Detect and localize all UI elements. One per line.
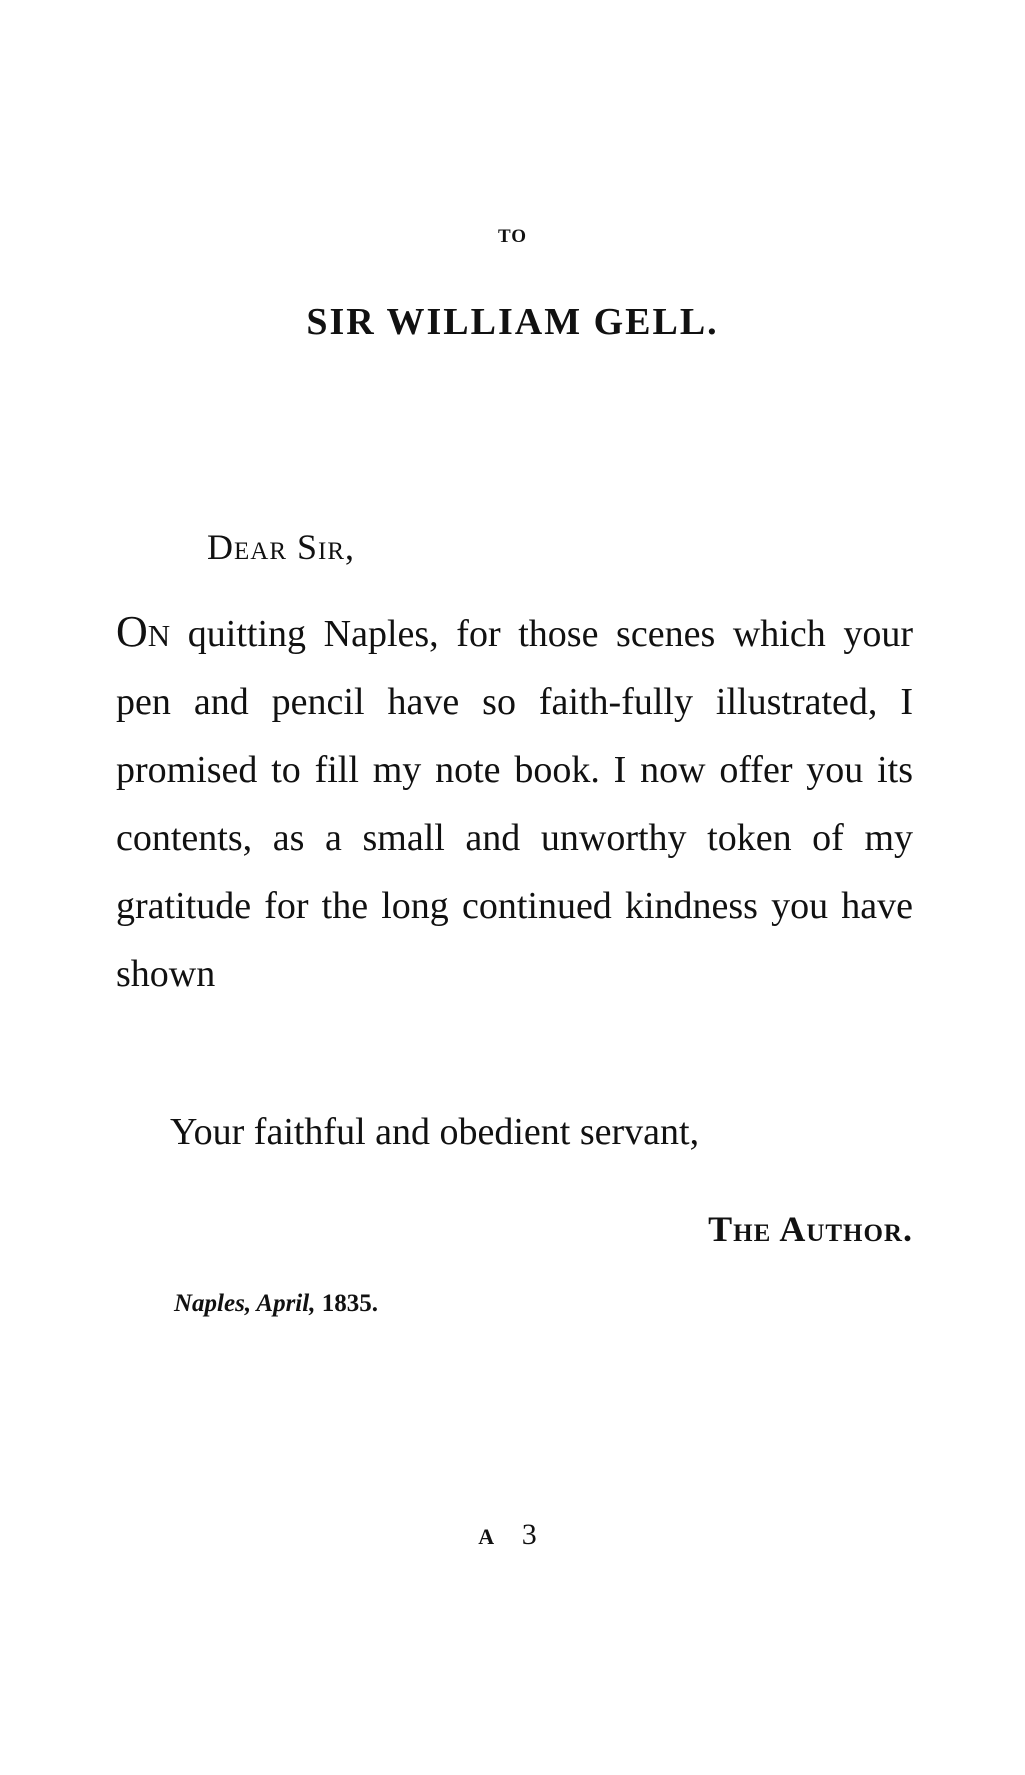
- signature-number: 3: [521, 1518, 547, 1551]
- signature-letter: A: [478, 1524, 505, 1549]
- letter-body-text: quitting Naples, for those scenes which your pen and pencil have so faith-fully illustrated, I promised to fill my note book. I now offer you its contents, as a small and unworthy token of my gratitude for the long continued kindness you have shown: [116, 613, 913, 995]
- letter-lead-word: On: [116, 607, 171, 656]
- dateline-year: 1835.: [321, 1290, 378, 1317]
- dedication-to: TO: [497, 226, 528, 247]
- printer-signature-mark: [0, 1518, 1025, 1552]
- letter-salutation: Dear Sir,: [207, 527, 356, 567]
- letter-body: [116, 598, 913, 1008]
- letter-closing: Your faithful and obedient servant,: [170, 1111, 700, 1153]
- letter-dateline: [174, 1290, 378, 1318]
- dateline-place: Naples, April,: [174, 1290, 316, 1317]
- dedicatee-name: SIR WILLIAM GELL.: [306, 301, 719, 343]
- letter-signature: The Author.: [708, 1209, 913, 1249]
